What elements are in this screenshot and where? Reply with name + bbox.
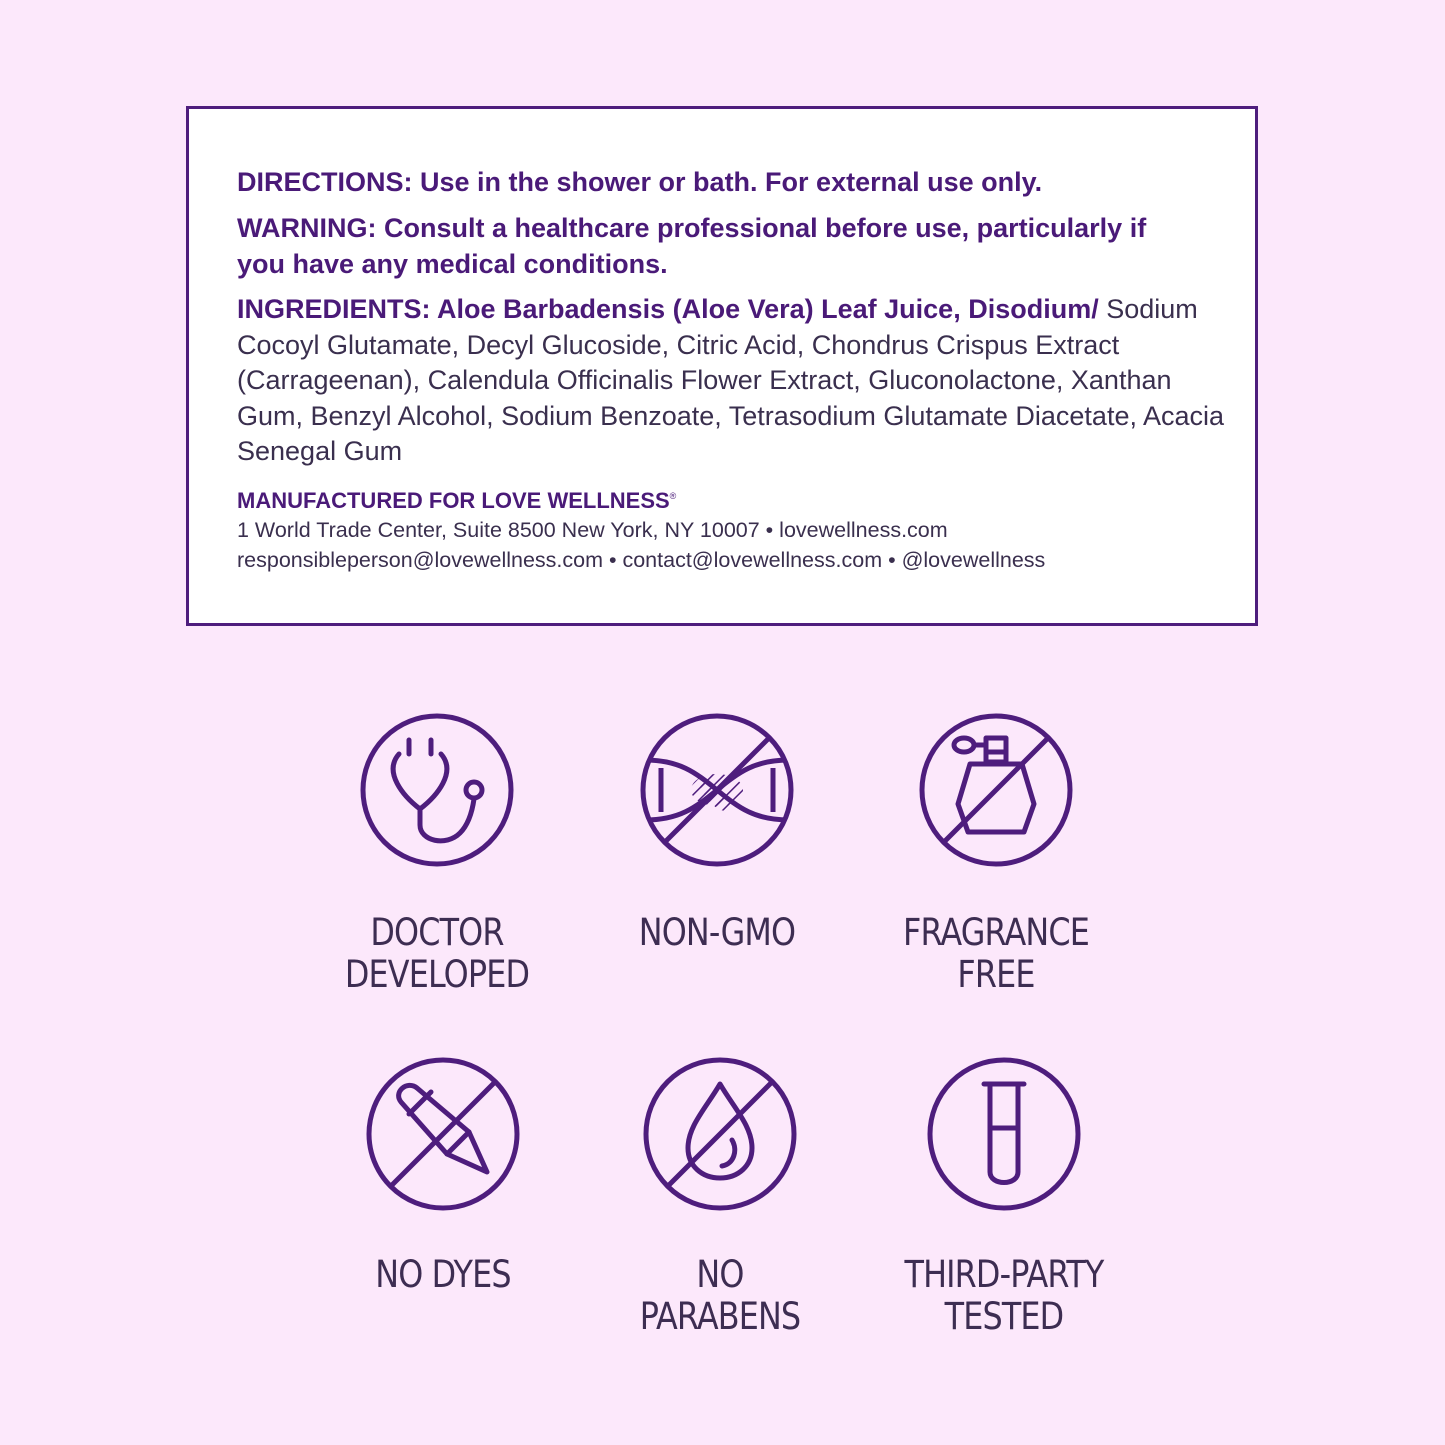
ingredients-list: Sodium Cocoyl Glutamate, Decyl Glucoside, Citric Acid, Chondrus Crispus Extract (Carrageenan), Calendula Officinalis Flower Extract, Gluconolactone, Xanthan Gum, Benzyl Alcohol, Sodium Benzoate, Tetrasodium Glutamate Diacetate, Acacia Senegal Gum bbox=[237, 294, 1225, 466]
badge-label-line1: NON-GMO bbox=[638, 911, 796, 954]
directions-text: DIRECTIONS: Use in the shower or bath. For external use only. bbox=[237, 167, 1043, 197]
badge-label-line2: PARABENS bbox=[639, 1295, 801, 1338]
address-line: 1 World Trade Center, Suite 8500 New York, NY 10007 • lovewellness.com bbox=[237, 518, 948, 542]
warning-text: WARNING: Consult a healthcare professional before use, particularly if you have any medical conditions. bbox=[237, 213, 1147, 279]
badge-third-party-tested bbox=[874, 1056, 1134, 1338]
badge-label-line2: TESTED bbox=[944, 1295, 1064, 1338]
contact-line: responsibleperson@lovewellness.com • contact@lovewellness.com • @lovewellness bbox=[237, 547, 1046, 572]
badge-label bbox=[331, 1254, 555, 1296]
no-perfume-icon bbox=[918, 712, 1074, 868]
ingredients-lead: INGREDIENTS: Aloe Barbadensis (Aloe Vera) Leaf Juice, Disodium/ bbox=[237, 294, 1099, 324]
badge-label bbox=[325, 912, 549, 996]
badge-label bbox=[892, 1254, 1116, 1338]
product-label-box bbox=[186, 106, 1258, 626]
test-tube-icon bbox=[926, 1056, 1082, 1212]
badge-no-dyes bbox=[313, 1056, 573, 1296]
badge-label-line1: THIRD-PARTY bbox=[904, 1253, 1104, 1296]
manufacturer-info bbox=[237, 481, 1237, 575]
no-dna-icon bbox=[639, 712, 795, 868]
ingredients-text bbox=[237, 292, 1237, 470]
manufacturer-title bbox=[237, 481, 1237, 516]
registered-mark: ® bbox=[669, 491, 677, 501]
badge-non-gmo bbox=[587, 712, 847, 954]
badge-label-line2: FREE bbox=[957, 953, 1035, 996]
badge-label bbox=[884, 912, 1108, 996]
badge-label-line1: DOCTOR bbox=[370, 911, 504, 954]
badge-label-line2: DEVELOPED bbox=[344, 953, 530, 996]
badge-label bbox=[605, 912, 829, 954]
badge-label-line1: NO bbox=[696, 1253, 744, 1296]
badge-no-parabens bbox=[590, 1056, 850, 1338]
no-dye-dropper-icon bbox=[365, 1056, 521, 1212]
manufacturer-name: MANUFACTURED FOR LOVE WELLNESS bbox=[237, 488, 670, 513]
no-droplet-icon bbox=[642, 1056, 798, 1212]
badge-label-line1: NO DYES bbox=[375, 1253, 511, 1296]
badge-fragrance-free bbox=[866, 712, 1126, 996]
badge-label-line1: FRAGRANCE bbox=[903, 911, 1089, 954]
stethoscope-icon bbox=[359, 712, 515, 868]
badge-doctor-developed bbox=[307, 712, 567, 996]
badge-label bbox=[608, 1254, 832, 1338]
